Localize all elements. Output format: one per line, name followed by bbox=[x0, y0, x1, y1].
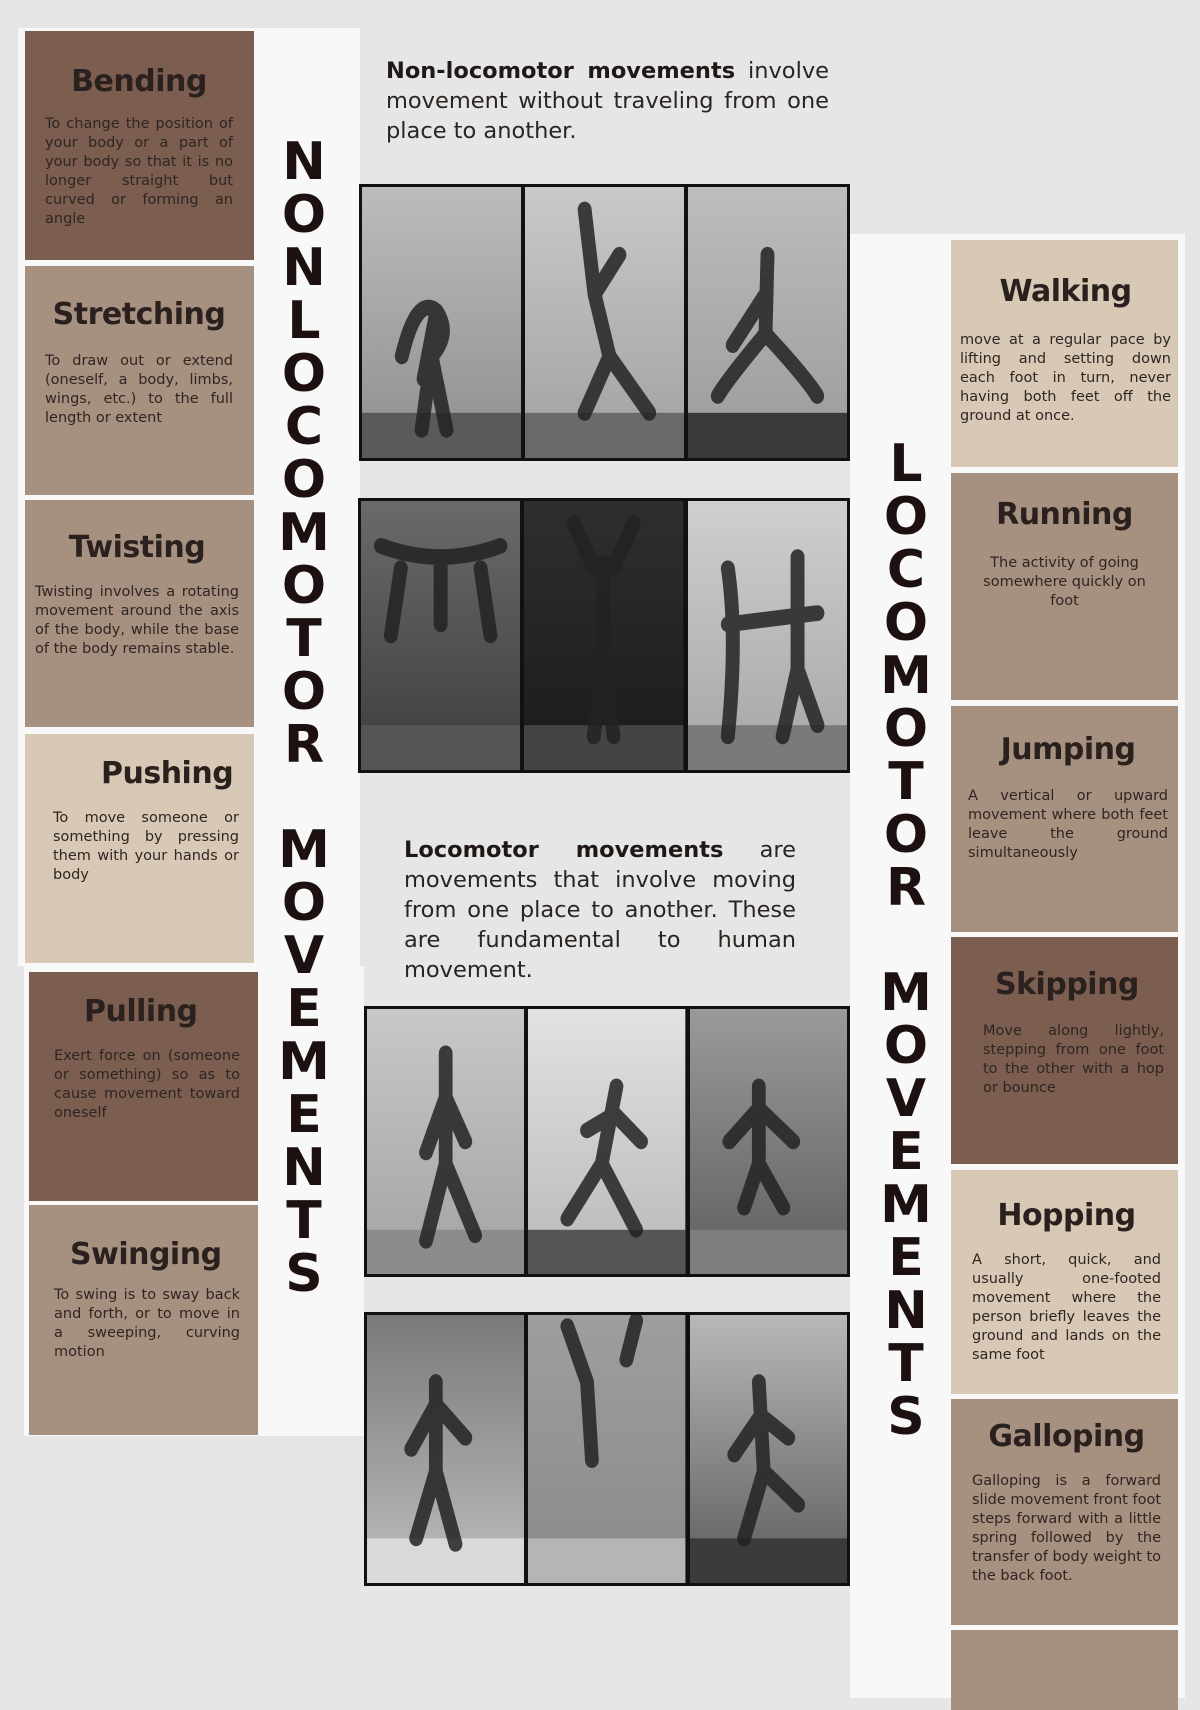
card-skipping bbox=[951, 937, 1178, 1164]
card-title: Jumping bbox=[1000, 732, 1136, 767]
title-letter: N bbox=[282, 132, 326, 192]
card-text: A vertical or upward movement where both feet leave the ground simultaneously bbox=[968, 788, 1168, 861]
title-letter: O bbox=[281, 556, 327, 616]
card-twisting bbox=[25, 500, 254, 727]
card-placeholder bbox=[951, 1630, 1178, 1710]
jumping-boy-photo bbox=[690, 1009, 847, 1274]
card-title: Skipping bbox=[995, 967, 1139, 1002]
nonlocomotor-description bbox=[386, 56, 829, 146]
hopscotch-photo-image bbox=[528, 1315, 685, 1583]
running-woman-photo bbox=[528, 1009, 685, 1274]
title-letter: M bbox=[278, 1032, 330, 1092]
walking-man-photo bbox=[367, 1009, 524, 1274]
hanging-person-photo bbox=[524, 501, 683, 770]
card-swinging bbox=[29, 1205, 258, 1435]
photo-strip-4 bbox=[364, 1312, 850, 1586]
title-letter: T bbox=[286, 609, 322, 669]
card-title: Running bbox=[996, 497, 1133, 532]
locomotor-vertical-title bbox=[878, 434, 934, 1447]
title-letter: M bbox=[278, 503, 330, 563]
stretching-person-photo-image bbox=[525, 187, 684, 458]
pushup-person-photo bbox=[361, 501, 520, 770]
description-text: are movements that involve moving from one place to another. These are fundamental to human movement. bbox=[404, 837, 796, 983]
title-letter: O bbox=[883, 805, 929, 865]
card-text: Twisting involves a rotating movement around the axis of the body, while the base of the body remains stable. bbox=[35, 584, 239, 657]
title-letter: T bbox=[888, 752, 924, 812]
running-boy-photo-image bbox=[367, 1315, 524, 1583]
title-letter: N bbox=[282, 238, 326, 298]
title-letter: M bbox=[278, 820, 330, 880]
title-letter: C bbox=[284, 397, 324, 457]
sitting-person-photo-image bbox=[688, 187, 847, 458]
running-woman-photo-image bbox=[528, 1009, 685, 1274]
title-letter: V bbox=[885, 1069, 927, 1129]
card-title: Galloping bbox=[988, 1419, 1145, 1454]
title-word-1 bbox=[880, 434, 932, 918]
bending-person-photo bbox=[362, 187, 521, 458]
locomotor-description bbox=[404, 835, 796, 985]
bending-person-photo-image bbox=[362, 187, 521, 458]
photo-strip-2 bbox=[358, 498, 850, 773]
card-walking bbox=[951, 240, 1178, 467]
card-running bbox=[951, 473, 1178, 700]
jumping-boy-photo-image bbox=[690, 1009, 847, 1274]
card-title: Bending bbox=[71, 64, 207, 99]
running-boy-photo bbox=[367, 1315, 524, 1583]
title-letter: O bbox=[281, 344, 327, 404]
title-letter: C bbox=[886, 540, 926, 600]
description-term: Non-locomotor movements bbox=[386, 58, 736, 84]
title-letter: E bbox=[888, 1228, 924, 1288]
dancing-person-photo bbox=[688, 501, 847, 770]
title-letter: N bbox=[884, 1281, 928, 1341]
title-letter: E bbox=[286, 979, 322, 1039]
pushup-person-photo-image bbox=[361, 501, 520, 770]
skipping-athlete-photo bbox=[690, 1315, 847, 1583]
title-letter: R bbox=[885, 858, 927, 918]
card-text: Move along lightly, stepping from one foot to the other with a hop or bounce bbox=[983, 1023, 1164, 1096]
photo-strip-1 bbox=[359, 184, 850, 461]
title-letter: M bbox=[880, 646, 932, 706]
title-letter: O bbox=[281, 873, 327, 933]
card-title: Hopping bbox=[997, 1198, 1136, 1233]
card-title: Twisting bbox=[68, 530, 206, 565]
card-title: Stretching bbox=[52, 297, 226, 332]
title-letter: N bbox=[282, 1138, 326, 1198]
card-text: To change the position of your body or a part of your body so that it is no longer straight but curved or forming an angle bbox=[45, 116, 233, 227]
card-text: Galloping is a forward slide movement front foot steps forward with a little spring followed by the transfer of body weight to the back foot. bbox=[972, 1473, 1162, 1584]
hopscotch-photo bbox=[528, 1315, 685, 1583]
card-title: Swinging bbox=[70, 1237, 222, 1272]
title-letter: S bbox=[887, 1387, 925, 1447]
card-stretching bbox=[25, 266, 254, 495]
hanging-person-photo-image bbox=[524, 501, 683, 770]
sitting-person-photo bbox=[688, 187, 847, 458]
description-text: involve movement without traveling from one place to another. bbox=[386, 58, 829, 144]
title-letter: O bbox=[883, 487, 929, 547]
title-letter: L bbox=[889, 434, 923, 494]
card-bending bbox=[25, 31, 254, 260]
card-text: To move someone or something by pressing them with your hands or body bbox=[53, 810, 239, 883]
title-letter: O bbox=[281, 662, 327, 722]
card-title: Walking bbox=[999, 274, 1132, 309]
title-letter: O bbox=[281, 185, 327, 245]
card-text: The activity of going somewhere quickly on foot bbox=[983, 555, 1146, 609]
card-text: To draw out or extend (oneself, a body, limbs, wings, etc.) to the full length or extent bbox=[45, 353, 233, 426]
card-title: Pulling bbox=[84, 994, 198, 1029]
card-hopping bbox=[951, 1170, 1178, 1394]
card-text: To swing is to sway back and forth, or to move in a sweeping, curving motion bbox=[54, 1287, 240, 1360]
photo-strip-3 bbox=[364, 1006, 850, 1277]
card-text: A short, quick, and usually one-footed movement where the person briefly leaves the ground and lands on the same foot bbox=[972, 1252, 1161, 1363]
card-text: move at a regular pace by lifting and setting down each foot in turn, never having both feet off the ground at once. bbox=[960, 332, 1171, 424]
title-letter: O bbox=[883, 699, 929, 759]
title-word-2 bbox=[278, 820, 330, 1304]
card-text: Exert force on (someone or something) so as to cause movement toward oneself bbox=[54, 1048, 240, 1121]
description-term: Locomotor movements bbox=[404, 837, 724, 863]
skipping-athlete-photo-image bbox=[690, 1315, 847, 1583]
dancing-person-photo-image bbox=[688, 501, 847, 770]
title-letter: O bbox=[883, 1016, 929, 1076]
card-galloping bbox=[951, 1399, 1178, 1625]
title-letter: M bbox=[880, 963, 932, 1023]
title-letter: R bbox=[283, 715, 325, 775]
title-letter: O bbox=[883, 593, 929, 653]
title-letter: V bbox=[283, 926, 325, 986]
title-letter: L bbox=[287, 291, 321, 351]
nonlocomotor-vertical-title bbox=[276, 132, 332, 1304]
title-letter: T bbox=[286, 1191, 322, 1251]
stretching-person-photo bbox=[525, 187, 684, 458]
title-letter: S bbox=[285, 1244, 323, 1304]
card-jumping bbox=[951, 706, 1178, 932]
title-letter: T bbox=[888, 1334, 924, 1394]
card-title: Pushing bbox=[101, 756, 234, 791]
title-letter: E bbox=[286, 1085, 322, 1145]
title-word-2 bbox=[880, 963, 932, 1447]
title-letter: O bbox=[281, 450, 327, 510]
title-letter: E bbox=[888, 1122, 924, 1182]
title-word-1 bbox=[278, 132, 330, 775]
title-letter: M bbox=[880, 1175, 932, 1235]
walking-man-photo-image bbox=[367, 1009, 524, 1274]
card-pulling bbox=[29, 972, 258, 1201]
card-pushing bbox=[25, 734, 254, 963]
